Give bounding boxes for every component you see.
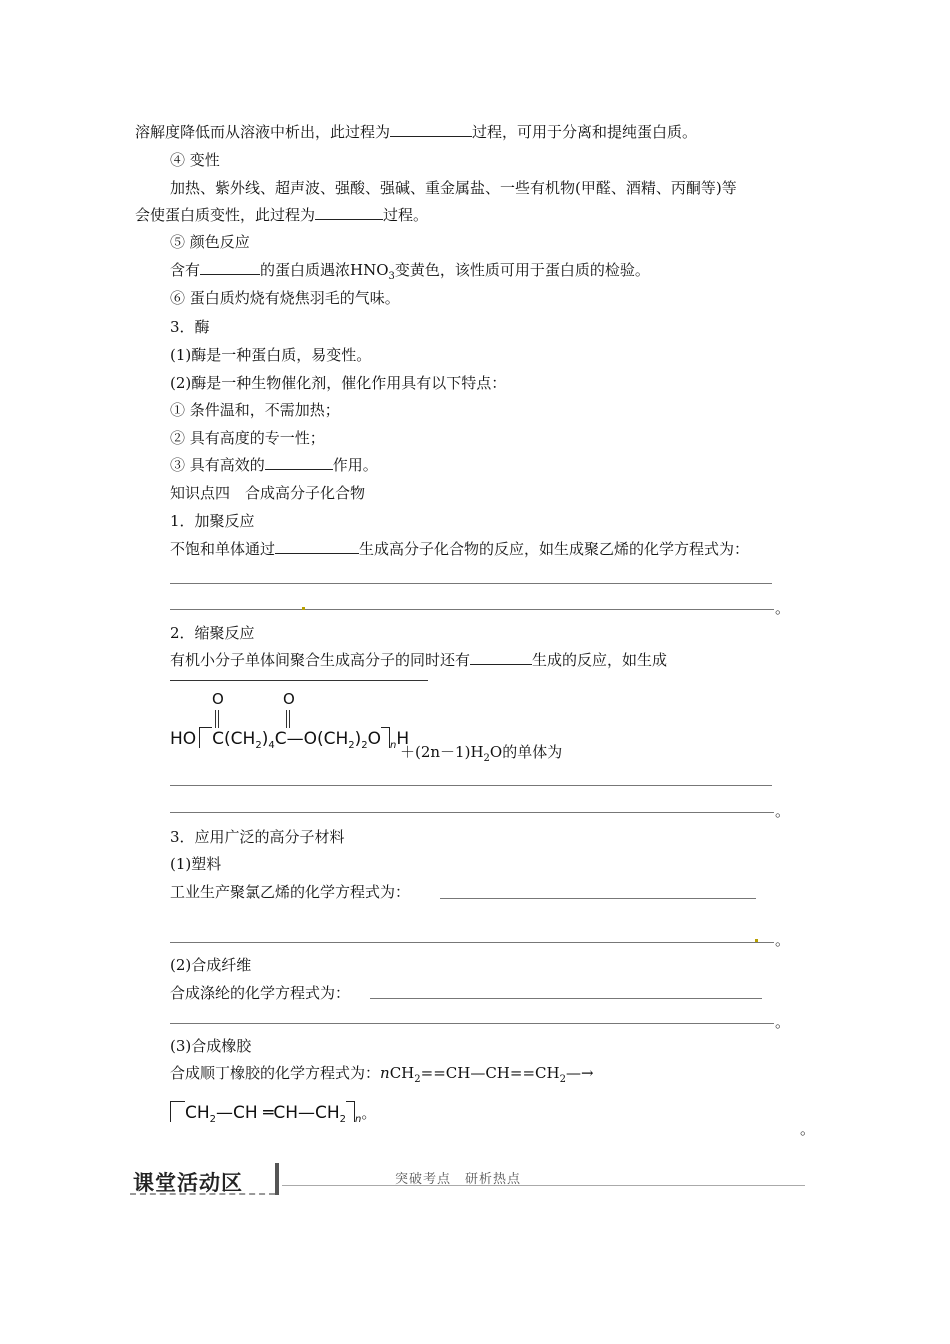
polyester-formula: HO $C(CH_2)_4C—O(CH_2)_2O$ $_n$H — [170, 729, 410, 751]
answer-blank — [315, 205, 383, 220]
item-heading: (2)合成纤维 — [170, 956, 252, 974]
item-heading: ④ 变性 — [170, 151, 220, 169]
text-line: 会使蛋白质变性，此过程为 过程。 — [135, 206, 429, 224]
text-line: $+(2n-1)H_2O$的单体为 — [400, 743, 563, 764]
answer-line — [170, 1023, 774, 1024]
banner-underline — [130, 1193, 275, 1195]
polybutadiene-formula: $CH_2—CH$ $═CH—CH_2$ $_n$。 — [170, 1101, 376, 1125]
text-line: 加热、紫外线、超声波、强酸、强碱、重金属盐、一些有机物(甲醛、酒精、丙酮等)等 — [170, 179, 737, 197]
banner-divider — [275, 1163, 279, 1195]
section-heading: 3．酶 — [170, 318, 210, 336]
item-heading: (1)塑料 — [170, 855, 222, 873]
banner-rule — [282, 1185, 805, 1186]
double-bond — [289, 710, 291, 728]
period: 。 — [775, 802, 791, 820]
answer-line — [170, 680, 428, 681]
right-bracket — [381, 727, 390, 748]
answer-blank — [275, 539, 359, 554]
text-line: 合成顺丁橡胶的化学方程式为：$nCH_2==CH—CH==CH_2—\to$ — [170, 1064, 594, 1085]
section-heading: 3．应用广泛的高分子材料 — [170, 828, 345, 846]
text-line: ⑥ 蛋白质灼烧有烧焦羽毛的气味。 — [170, 289, 400, 307]
banner-subtitle: 突破考点 研析热点 — [395, 1172, 522, 1187]
period: 。 — [775, 1013, 791, 1031]
right-bracket — [346, 1101, 355, 1122]
answer-line — [170, 583, 772, 584]
answer-line — [440, 898, 756, 899]
section-heading: 1．加聚反应 — [170, 512, 255, 530]
text-line: ③ 具有高效的 作用。 — [170, 456, 378, 474]
period: 。 — [775, 931, 791, 949]
period: 。 — [775, 599, 791, 617]
text-line: 工业生产聚氯乙烯的化学方程式为： — [170, 883, 411, 901]
text-line: (2)酶是一种生物催化剂，催化作用具有以下特点： — [170, 374, 507, 392]
text-line: 有机小分子单体间聚合生成高分子的同时还有 生成的反应，如生成 — [170, 651, 668, 669]
carbonyl-oxygen: O — [283, 690, 295, 708]
item-heading: ⑤ 颜色反应 — [170, 233, 250, 251]
carbonyl-oxygen: O — [212, 690, 224, 708]
text-line: ② 具有高度的专一性； — [170, 429, 325, 447]
marker-dot — [302, 607, 305, 610]
banner-title: 课堂活动区 — [133, 1171, 243, 1195]
text-line: 合成涤纶的化学方程式为： — [170, 984, 351, 1002]
answer-blank — [200, 260, 260, 275]
answer-line — [170, 609, 774, 610]
text-line: (1)酶是一种蛋白质，易变性。 — [170, 346, 372, 364]
left-bracket — [199, 727, 212, 748]
double-bond — [286, 710, 288, 728]
section-heading: 2．缩聚反应 — [170, 624, 255, 642]
double-bond — [218, 710, 220, 728]
text-line: 溶解度降低而从溶液中析出，此过程为 过程，可用于分离和提纯蛋白质。 — [135, 123, 698, 141]
item-heading: (3)合成橡胶 — [170, 1037, 252, 1055]
marker-dot — [755, 939, 758, 942]
left-bracket — [170, 1101, 185, 1122]
section-heading: 知识点四 合成高分子化合物 — [170, 484, 366, 502]
answer-blank — [470, 650, 532, 665]
text-line: ① 条件温和，不需加热； — [170, 401, 340, 419]
text-line: 含有 的蛋白质遇浓$HNO_3$变黄色，该性质可用于蛋白质的检验。 — [170, 261, 650, 282]
answer-blank — [265, 455, 333, 470]
answer-line — [370, 998, 762, 999]
answer-blank — [390, 122, 472, 137]
double-bond — [215, 710, 217, 728]
answer-line — [170, 942, 774, 943]
period: 。 — [800, 1120, 816, 1138]
answer-line — [170, 785, 772, 786]
answer-line — [170, 812, 774, 813]
text-line: 不饱和单体通过 生成高分子化合物的反应，如生成聚乙烯的化学方程式为： — [170, 540, 750, 558]
